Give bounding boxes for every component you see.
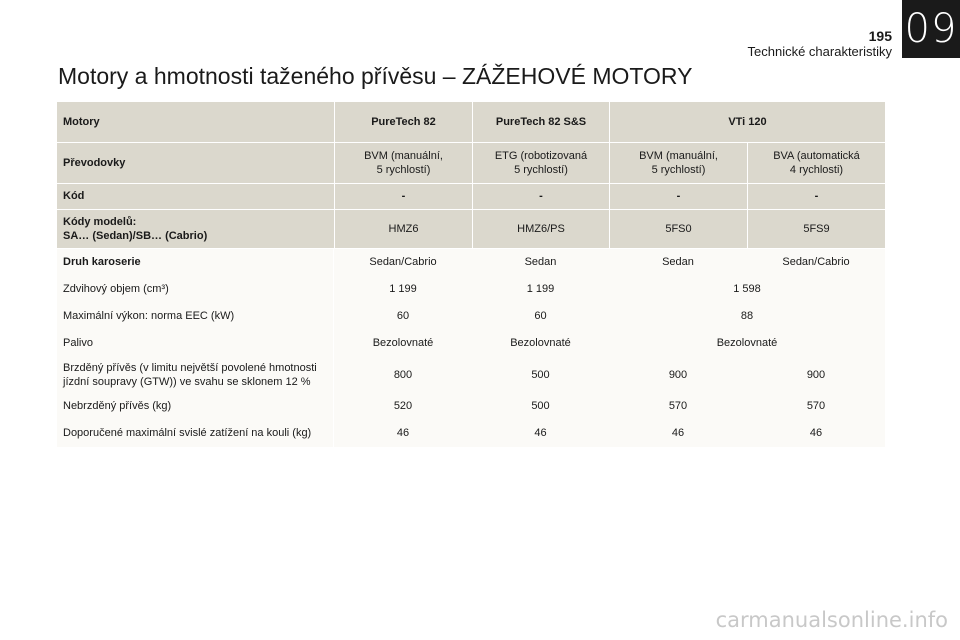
- braked-trailer-label: Brzděný přívěs (v limitu největší povolené hmotnosti jízdní soupravy (GTW)) ve svahu se sklonem 12 %: [57, 357, 334, 393]
- braked-trailer-value: 900: [609, 357, 747, 393]
- engine-name: VTi 120: [609, 102, 885, 143]
- fuel-label: Palivo: [57, 330, 334, 357]
- unbraked-trailer-value: 500: [472, 393, 609, 420]
- gearbox-label: Převodovky: [57, 143, 334, 184]
- body-type-value: Sedan: [609, 249, 747, 276]
- table-row: [57, 210, 885, 249]
- nose-weight-value: 46: [472, 420, 609, 447]
- chapter-tab: [902, 0, 960, 58]
- table-row: [57, 143, 885, 184]
- model-code-value: HMZ6/PS: [472, 210, 609, 249]
- fuel-value: Bezolovnaté: [472, 330, 609, 357]
- engine-spec-table: [57, 102, 885, 447]
- page-number: 195: [868, 28, 892, 44]
- code-label: Kód: [57, 184, 334, 210]
- nose-weight-value: 46: [334, 420, 472, 447]
- table-header-row: [57, 102, 885, 143]
- power-value: 60: [334, 303, 472, 330]
- code-value: -: [747, 184, 885, 210]
- braked-trailer-value: 800: [334, 357, 472, 393]
- table-row: [57, 393, 885, 420]
- nose-weight-label: Doporučené maximální svislé zatížení na kouli (kg): [57, 420, 334, 447]
- nose-weight-value: 46: [747, 420, 885, 447]
- engine-name: PureTech 82: [334, 102, 472, 143]
- code-value: -: [472, 184, 609, 210]
- unbraked-trailer-value: 520: [334, 393, 472, 420]
- model-codes-label: Kódy modelů: SA… (Sedan)/SB… (Cabrio): [57, 210, 334, 249]
- nose-weight-value: 46: [609, 420, 747, 447]
- braked-trailer-value: 500: [472, 357, 609, 393]
- table-row: [57, 303, 885, 330]
- code-value: -: [334, 184, 472, 210]
- code-value: -: [609, 184, 747, 210]
- chapter-number: 09: [904, 6, 958, 52]
- displacement-value: 1 199: [472, 276, 609, 303]
- unbraked-trailer-label: Nebrzděný přívěs (kg): [57, 393, 334, 420]
- unbraked-trailer-value: 570: [609, 393, 747, 420]
- watermark: carmanualsonline.info: [715, 608, 948, 632]
- model-code-value: 5FS9: [747, 210, 885, 249]
- fuel-value: Bezolovnaté: [334, 330, 472, 357]
- power-value: 60: [472, 303, 609, 330]
- gearbox-value: BVM (manuální, 5 rychlostí): [609, 143, 747, 184]
- table-row: [57, 184, 885, 210]
- body-type-value: Sedan: [472, 249, 609, 276]
- body-type-value: Sedan/Cabrio: [334, 249, 472, 276]
- power-label: Maximální výkon: norma EEC (kW): [57, 303, 334, 330]
- power-value: 88: [609, 303, 885, 330]
- displacement-value: 1 598: [609, 276, 885, 303]
- braked-trailer-value: 900: [747, 357, 885, 393]
- table-row: [57, 276, 885, 303]
- unbraked-trailer-value: 570: [747, 393, 885, 420]
- model-code-value: HMZ6: [334, 210, 472, 249]
- gearbox-value: BVA (automatická 4 rychlosti): [747, 143, 885, 184]
- page-title: Motory a hmotnosti taženého přívěsu – ZÁŽEHOVÉ MOTORY: [58, 63, 693, 89]
- table-row: [57, 249, 885, 276]
- body-type-value: Sedan/Cabrio: [747, 249, 885, 276]
- model-code-value: 5FS0: [609, 210, 747, 249]
- gearbox-value: BVM (manuální, 5 rychlostí): [334, 143, 472, 184]
- table-row: [57, 330, 885, 357]
- fuel-value: Bezolovnaté: [609, 330, 885, 357]
- body-type-label: Druh karoserie: [57, 249, 334, 276]
- engines-label: Motory: [57, 102, 334, 143]
- displacement-label: Zdvihový objem (cm³): [57, 276, 334, 303]
- displacement-value: 1 199: [334, 276, 472, 303]
- table-row: [57, 357, 885, 393]
- gearbox-value: ETG (robotizovaná 5 rychlostí): [472, 143, 609, 184]
- engine-name: PureTech 82 S&S: [472, 102, 609, 143]
- table-row: [57, 420, 885, 447]
- section-title: Technické charakteristiky: [747, 44, 892, 59]
